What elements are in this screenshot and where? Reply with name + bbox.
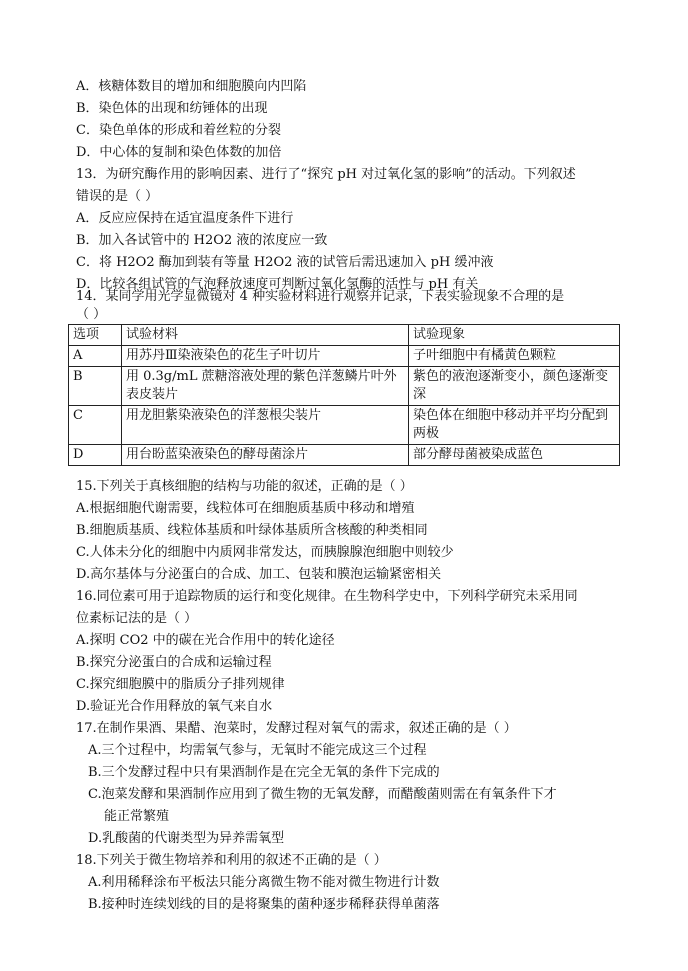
q13-option-a: A．反应应保持在适宜温度条件下进行 — [76, 211, 294, 226]
q12-option-a: A．核糖体数目的增加和细胞膜向内凹陷 — [76, 79, 307, 94]
q13-stem-line2: 错误的是（ ） — [76, 189, 159, 204]
row-option: C — [69, 406, 122, 445]
row-option: B — [69, 367, 122, 406]
row-option: A — [69, 346, 122, 367]
q17-option-b: B.三个发酵过程中只有果酒制作是在完全无氧的条件下完成的 — [88, 765, 440, 780]
q12-option-c: C．染色单体的形成和着丝粒的分裂 — [76, 123, 281, 138]
q16-stem-line1: 16.同位素可用于追踪物质的运行和变化规律。在生物科学史中，下列科学研究未采用同 — [76, 589, 578, 604]
table-row — [69, 367, 620, 406]
q13-option-c: C．将 H2O2 酶加到装有等量 H2O2 液的试管后需迅速加入 pH 缓冲液 — [76, 255, 494, 270]
q16-option-c: C.探究细胞膜中的脂质分子排列规律 — [76, 677, 285, 692]
header-material: 试验材料 — [122, 325, 409, 346]
q14-table — [68, 324, 620, 466]
q17-option-a: A.三个过程中，均需氧气参与，无氧时不能完成这三个过程 — [88, 743, 427, 758]
table-row — [69, 406, 620, 445]
q16-option-d: D.验证光合作用释放的氧气来自水 — [76, 699, 273, 714]
q17-stem: 17.在制作果酒、果醋、泡菜时，发酵过程对氧气的需求，叙述正确的是（ ） — [76, 721, 517, 736]
q15-stem: 15.下列关于真核细胞的结构与功能的叙述，正确的是（ ） — [76, 479, 413, 494]
q14-stem-line1: 14．某同学用光学显微镜对 4 种实验材料进行观察并记录，下表实验现象不合理的是 — [76, 289, 565, 304]
row-observation: 子叶细胞中有橘黄色颗粒 — [409, 346, 620, 367]
q16-stem-line2: 位素标记法的是（ ） — [76, 611, 198, 626]
q16-option-a: A.探明 CO2 中的碳在光合作用中的转化途径 — [76, 633, 335, 648]
table-row — [69, 445, 620, 466]
q15-option-c: C.人体未分化的细胞中内质网非常发达，而胰腺腺泡细胞中则较少 — [76, 545, 454, 560]
q18-option-b: B.接种时连续划线的目的是将聚集的菌种逐步稀释获得单菌落 — [88, 897, 440, 912]
q12-option-b: B．染色体的出现和纺锤体的出现 — [76, 101, 268, 116]
q17-option-c-continued: 能正常繁殖 — [104, 809, 170, 824]
q13-option-b: B．加入各试管中的 H2O2 液的浓度应一致 — [76, 233, 328, 248]
table-row — [69, 346, 620, 367]
q18-stem: 18.下列关于微生物培养和利用的叙述不正确的是（ ） — [76, 853, 387, 868]
row-observation: 染色体在细胞中移动并平均分配到两极 — [409, 406, 620, 445]
table-header-row — [69, 325, 620, 346]
row-material: 用苏丹Ⅲ染液染色的花生子叶切片 — [122, 346, 409, 367]
q15-option-a: A.根据细胞代谢需要，线粒体可在细胞质基质中移动和增殖 — [76, 501, 415, 516]
row-material: 用 0.3g/mL 蔗糖溶液处理的紫色洋葱鳞片叶外表皮装片 — [122, 367, 409, 406]
q16-option-b: B.探究分泌蛋白的合成和运输过程 — [76, 655, 272, 670]
header-observation: 试验现象 — [409, 325, 620, 346]
q17-option-c: C.泡菜发酵和果酒制作应用到了微生物的无氧发酵，而醋酸菌则需在有氧条件下才 — [88, 787, 557, 802]
row-option: D — [69, 445, 122, 466]
row-observation: 部分酵母菌被染成蓝色 — [409, 445, 620, 466]
q14-stem-line2: （ ） — [76, 307, 107, 322]
q18-option-a: A.利用稀释涂布平板法只能分离微生物不能对微生物进行计数 — [88, 875, 440, 890]
header-option: 选项 — [69, 325, 122, 346]
row-material: 用台盼蓝染液染色的酵母菌涂片 — [122, 445, 409, 466]
row-material: 用龙胆紫染液染色的洋葱根尖装片 — [122, 406, 409, 445]
q13-stem-line1: 13．为研究酶作用的影响因素、进行了“探究 pH 对过氧化氢的影响”的活动。下列叙述 — [76, 167, 576, 182]
q15-option-d: D.高尔基体与分泌蛋白的合成、加工、包装和膜泡运输紧密相关 — [76, 567, 442, 582]
q17-option-d: D.乳酸菌的代谢类型为异养需氧型 — [88, 831, 285, 846]
q15-option-b: B.细胞质基质、线粒体基质和叶绿体基质所含核酸的种类相同 — [76, 523, 428, 538]
q13-option-d: D．比较各组试管的气泡释放速度可判断过氧化氢酶的活性与 pH 有关 — [76, 277, 479, 292]
q12-option-d: D．中心体的复制和染色体数的加倍 — [76, 145, 282, 160]
row-observation: 紫色的液泡逐渐变小，颜色逐渐变深 — [409, 367, 620, 406]
